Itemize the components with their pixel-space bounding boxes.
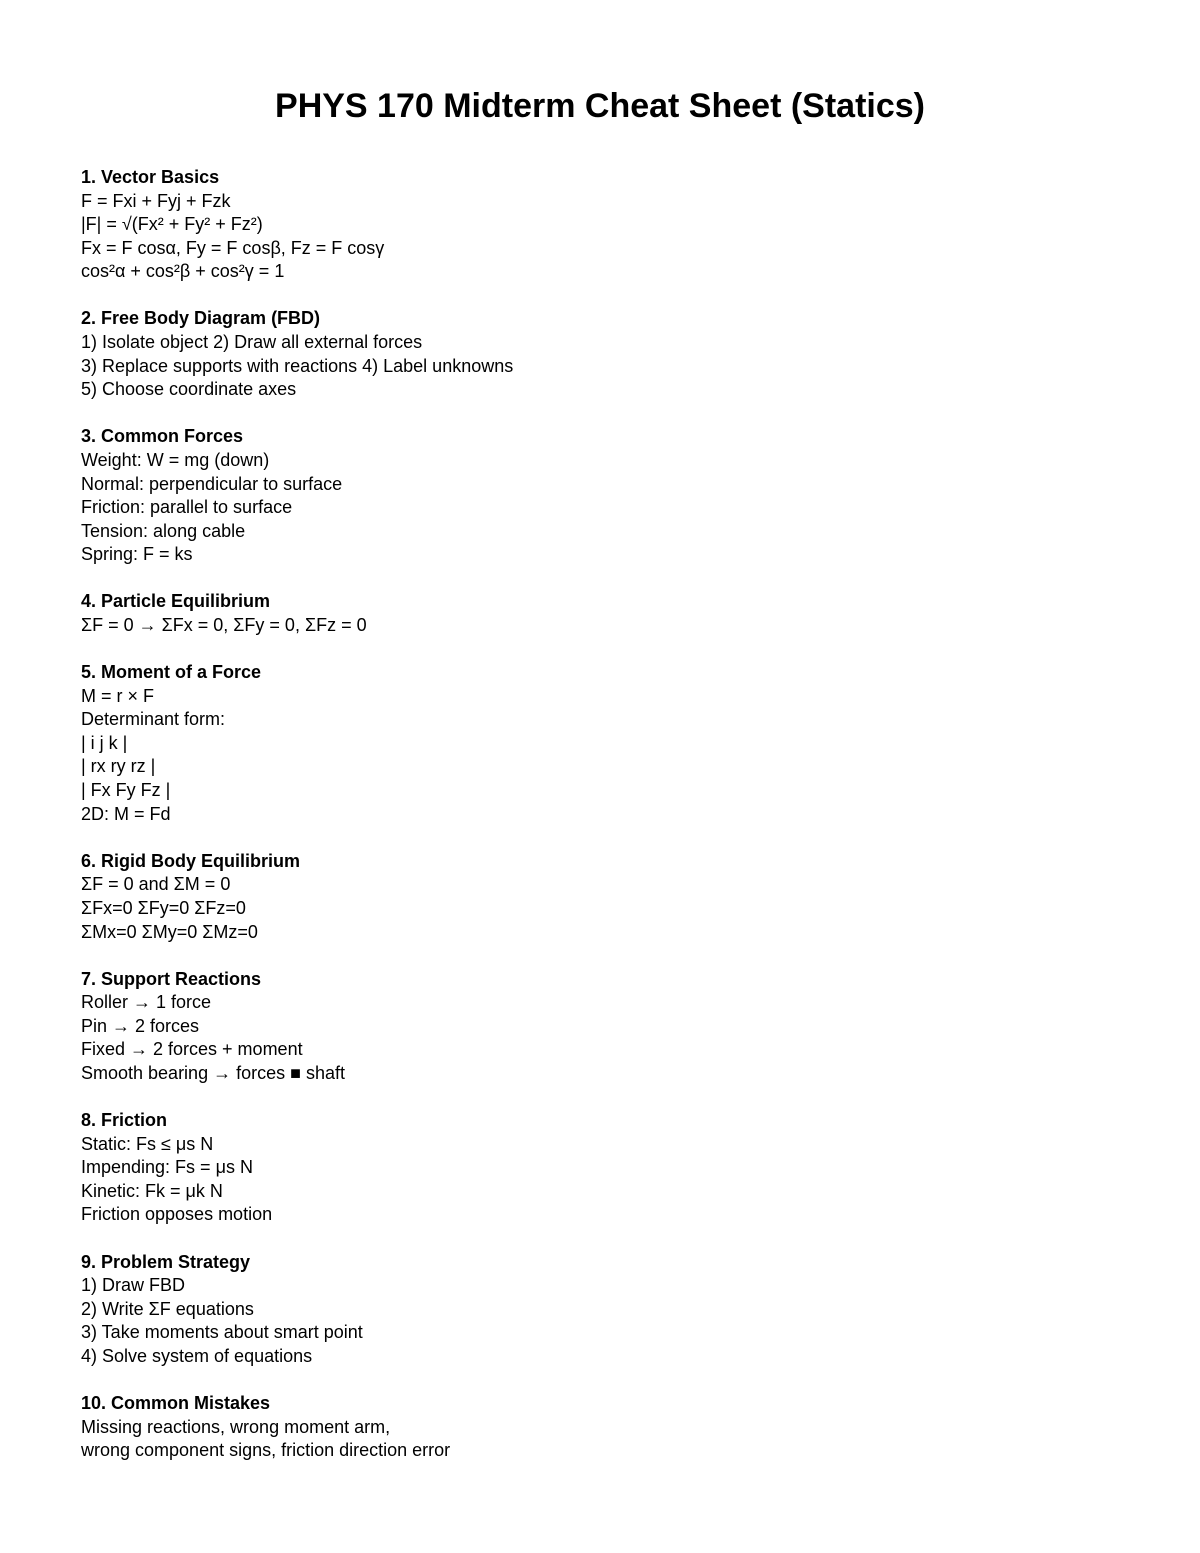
section-heading: 4. Particle Equilibrium <box>81 591 271 612</box>
section-problem-strategy <box>81 1251 1121 1369</box>
section-heading: 8. Friction <box>81 1110 168 1131</box>
section-line: | rx ry rz | <box>81 756 156 777</box>
section-line: ΣFx=0 ΣFy=0 ΣFz=0 <box>81 897 246 918</box>
document-body <box>81 166 1121 1486</box>
section-free-body-diagram <box>81 307 1121 401</box>
section-line: 1) Isolate object 2) Draw all external forces <box>81 332 423 353</box>
section-rigid-body-equilibrium <box>81 850 1121 944</box>
section-heading: 7. Support Reactions <box>81 968 262 989</box>
page-title: PHYS 170 Midterm Cheat Sheet (Statics) <box>275 87 925 125</box>
section-heading: 10. Common Mistakes <box>81 1393 271 1414</box>
section-line: M = r × F <box>81 685 155 706</box>
section-line: 2D: M = Fd <box>81 803 171 824</box>
section-line: 3) Take moments about smart point <box>81 1322 363 1343</box>
section-heading: 2. Free Body Diagram (FBD) <box>81 308 321 329</box>
section-line: ΣMx=0 ΣMy=0 ΣMz=0 <box>81 921 258 942</box>
section-line: 5) Choose coordinate axes <box>81 379 297 400</box>
section-line: 3) Replace supports with reactions 4) Label unknowns <box>81 355 514 376</box>
section-line: Impending: Fs = μs N <box>81 1157 253 1178</box>
section-particle-equilibrium <box>81 590 1121 637</box>
section-line: Pin → 2 forces <box>81 1015 200 1036</box>
section-vector-basics <box>81 166 1121 284</box>
section-line: |F| = √(Fx² + Fy² + Fz²) <box>81 214 263 235</box>
section-line: 1) Draw FBD <box>81 1275 186 1296</box>
section-line: Normal: perpendicular to surface <box>81 473 343 494</box>
section-heading: 3. Common Forces <box>81 426 244 447</box>
section-line: cos²α + cos²β + cos²γ = 1 <box>81 261 285 282</box>
section-line: Friction: parallel to surface <box>81 497 293 518</box>
section-line: Determinant form: <box>81 709 226 730</box>
section-heading: 5. Moment of a Force <box>81 662 262 683</box>
section-line: Roller → 1 force <box>81 992 212 1013</box>
section-line: Smooth bearing → forces ■ shaft <box>81 1063 345 1083</box>
section-line: F = Fxi + Fyj + Fzk <box>81 190 231 211</box>
section-line: | Fx Fy Fz | <box>81 780 171 801</box>
section-line: Weight: W = mg (down) <box>81 449 270 470</box>
section-common-forces <box>81 425 1121 567</box>
section-line: Missing reactions, wrong moment arm, <box>81 1416 391 1437</box>
section-moment-of-force <box>81 661 1121 826</box>
section-line: Spring: F = ks <box>81 544 193 565</box>
section-support-reactions <box>81 968 1121 1086</box>
section-line: ΣF = 0 and ΣM = 0 <box>81 874 231 895</box>
section-line: Kinetic: Fk = μk N <box>81 1180 223 1201</box>
section-line: ΣF = 0 → ΣFx = 0, ΣFy = 0, ΣFz = 0 <box>81 615 367 635</box>
section-line: wrong component signs, friction direction error <box>81 1440 451 1461</box>
section-line: | i j k | <box>81 732 128 753</box>
section-line: Fixed → 2 forces + moment <box>81 1039 303 1060</box>
section-line: 2) Write ΣF equations <box>81 1298 254 1319</box>
section-common-mistakes <box>81 1392 1121 1463</box>
section-line: Fx = F cosα, Fy = F cosβ, Fz = F cosγ <box>81 237 385 258</box>
section-line: Tension: along cable <box>81 520 246 541</box>
section-line: Static: Fs ≤ μs N <box>81 1133 214 1154</box>
section-heading: 9. Problem Strategy <box>81 1251 251 1272</box>
section-heading: 6. Rigid Body Equilibrium <box>81 850 301 871</box>
section-heading: 1. Vector Basics <box>81 167 220 187</box>
section-friction <box>81 1109 1121 1227</box>
section-line: Friction opposes motion <box>81 1204 273 1225</box>
section-line: 4) Solve system of equations <box>81 1345 313 1366</box>
